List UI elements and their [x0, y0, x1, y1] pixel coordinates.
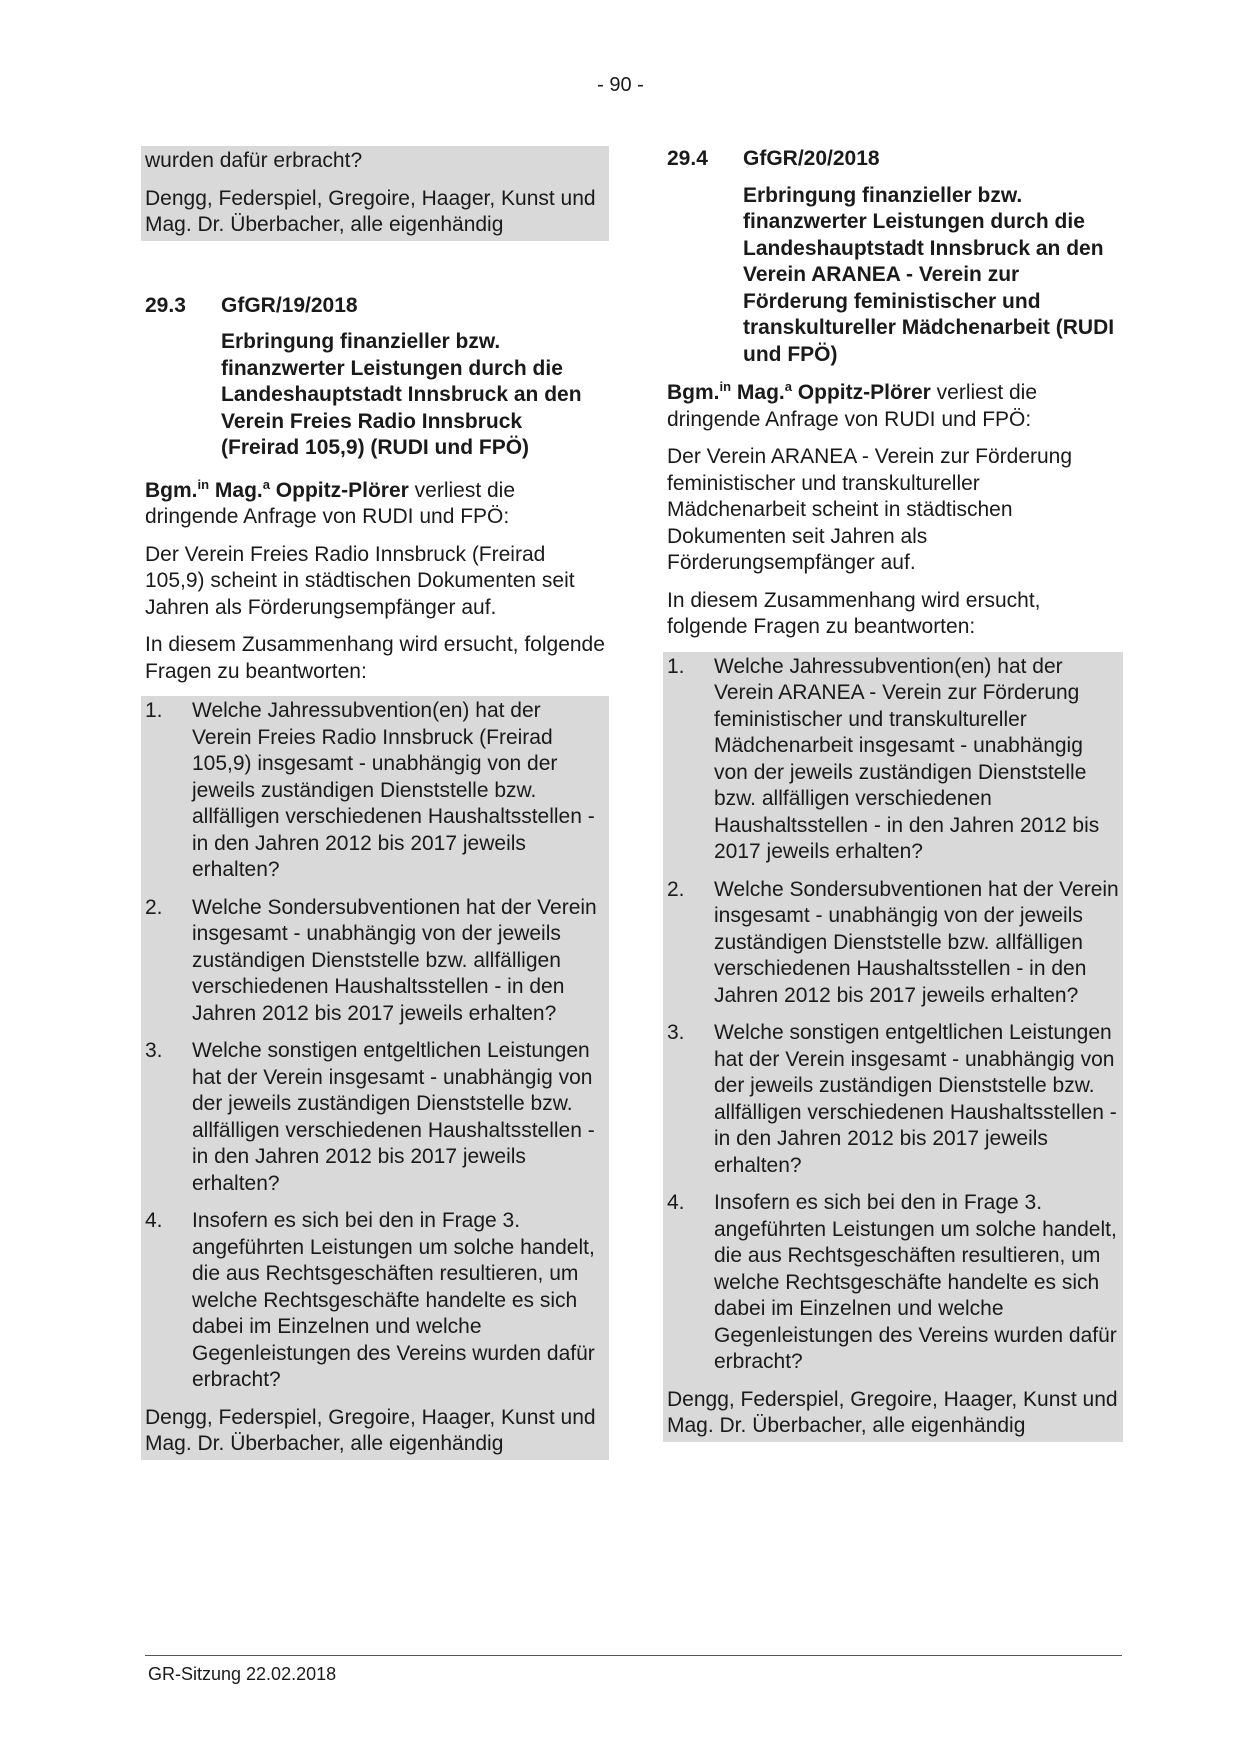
question-item [667, 654, 1119, 866]
section-code: GfGR/19/2018 [221, 293, 358, 317]
question-number: 1. [145, 699, 163, 722]
section-number: 29.4 [667, 147, 708, 170]
question-text: Welche sonstigen entgeltlichen Leistungen hat der Verein insgesamt - unabhängig von der jeweils zuständigen Dienststelle bzw. allfälligen verschiedenen Haushaltsstellen - in den Jahren 2012 bis 2017 jeweils erhalten? [192, 1039, 595, 1195]
intro-paragraph: Der Verein ARANEA - Verein zur Förderung feministischer und transkultureller Mädchenarbeit scheint in städtischen Dokumenten seit Jahren als Förderungsempfänger auf. [667, 445, 1073, 574]
section-title: Erbringung finanzieller bzw. finanzwerter Leistungen durch die Landeshauptstadt Innsbruck an den Verein Freies Radio Innsbruck (Freirad 105,9) (RUDI und FPÖ) [221, 330, 582, 459]
reader-superscript: a [784, 379, 792, 394]
carryover-signers: Dengg, Federspiel, Gregoire, Haager, Kunst und Mag. Dr. Überbacher, alle eigenhändig [145, 186, 596, 236]
request-paragraph: In diesem Zusammenhang wird ersucht, folgende Fragen zu beantworten: [145, 633, 605, 683]
question-text: Welche Sondersubventionen hat der Verein insgesamt - unabhängig von der jeweils zuständigen Dienststelle bzw. allfälligen verschiedenen Haushaltsstellen - in den Jahren 2012 bis 2017 jeweils erhalten? [714, 877, 1119, 1007]
question-text: Welche Jahressubvention(en) hat der Verein ARANEA - Verein zur Förderung feministischer und transkultureller Mädchenarbeit insgesamt - unabhängig von der jeweils zuständigen Dienststelle bzw. allfälligen verschiedenen Haushaltsstellen - in den Jahren 2012 bis 2017 jeweils erhalten? [714, 654, 1100, 863]
footer-divider [145, 1655, 1122, 1656]
right-column [667, 146, 1119, 1454]
reader-name: Oppitz-Plörer [791, 381, 931, 404]
reader-text: verliest die dringende Anfrage von RUDI und FPÖ: [667, 381, 1038, 431]
question-list [141, 696, 609, 1460]
section-number: 29.3 [145, 293, 186, 317]
question-text: Welche Sondersubventionen hat der Verein insgesamt - unabhängig von der jeweils zuständigen Dienststelle bzw. allfälligen verschiedenen Haushaltsstellen - in den Jahren 2012 bis 2017 jeweils erhalten? [192, 895, 597, 1025]
reader-name: Mag. [731, 381, 785, 404]
question-item [667, 877, 1119, 1010]
question-item [145, 1208, 605, 1394]
section-code: GfGR/20/2018 [743, 147, 880, 170]
question-number: 2. [145, 895, 163, 919]
question-item [145, 698, 605, 884]
question-number: 3. [145, 1039, 163, 1062]
carryover-block [141, 146, 609, 241]
question-item [667, 1020, 1119, 1179]
question-number: 4. [667, 1191, 685, 1214]
question-number: 4. [145, 1209, 163, 1232]
reader-name: Bgm. [667, 381, 720, 404]
signers: Dengg, Federspiel, Gregoire, Haager, Kunst und Mag. Dr. Überbacher, alle eigenhändig [667, 1387, 1118, 1437]
question-text: Welche Jahressubvention(en) hat der Verein Freies Radio Innsbruck (Freirad 105,9) insgesamt - unabhängig von der jeweils zuständigen Dienststelle bzw. allfälligen verschiedenen Haushaltsstellen - in den Jahren 2012 bis 2017 jeweils erhalten? [192, 699, 595, 881]
reader-paragraph [667, 380, 1119, 433]
question-number: 1. [667, 654, 685, 678]
left-column [145, 146, 605, 1472]
question-number: 3. [667, 1021, 685, 1044]
section-heading [667, 146, 1119, 173]
reader-superscript: a [262, 476, 270, 492]
signers: Dengg, Federspiel, Gregoire, Haager, Kunst und Mag. Dr. Überbacher, alle eigenhändig [145, 1405, 596, 1455]
section-title: Erbringung finanzieller bzw. finanzwerter Leistungen durch die Landeshauptstadt Innsbruck an den Verein ARANEA - Verein zur Förderung feministischer und transkultureller Mädchenarbeit (RUDI und FPÖ) [743, 183, 1115, 366]
reader-name: Mag. [209, 478, 263, 502]
question-item [145, 895, 605, 1028]
reader-text: verliest die dringende Anfrage von RUDI und FPÖ: [145, 478, 516, 528]
page-number: - 90 - [597, 74, 644, 96]
question-item [667, 1190, 1119, 1376]
carryover-text: wurden dafür erbracht? [145, 149, 363, 172]
request-paragraph: In diesem Zusammenhang wird ersucht, folgende Fragen zu beantworten: [667, 588, 1041, 638]
question-text: Insofern es sich bei den in Frage 3. angeführten Leistungen um solche handelt, die aus Rechtsgeschäften resultieren, um welche Rechtsgeschäfte handelte es sich dabei im Einzelnen und welche Gegenleistungen des Vereins wurden dafür erbracht? [714, 1191, 1117, 1373]
reader-paragraph [145, 478, 605, 531]
question-item [145, 1038, 605, 1197]
question-text: Welche sonstigen entgeltlichen Leistungen hat der Verein insgesamt - unabhängig von der jeweils zuständigen Dienststelle bzw. allfälligen verschiedenen Haushaltsstellen - in den Jahren 2012 bis 2017 jeweils erhalten? [714, 1021, 1117, 1177]
section-heading [145, 293, 605, 320]
reader-superscript: in [719, 379, 732, 394]
reader-superscript: in [197, 476, 210, 492]
question-number: 2. [667, 877, 685, 901]
reader-name: Bgm. [145, 478, 198, 502]
question-list [663, 652, 1123, 1442]
question-text: Insofern es sich bei den in Frage 3. angeführten Leistungen um solche handelt, die aus Rechtsgeschäften resultieren, um welche Rechtsgeschäfte handelte es sich dabei im Einzelnen und welche Gegenleistungen des Vereins wurden dafür erbracht? [192, 1209, 595, 1391]
intro-paragraph: Der Verein Freies Radio Innsbruck (Freirad 105,9) scheint in städtischen Dokumenten seit Jahren als Förderungsempfänger auf. [145, 542, 575, 619]
reader-name: Oppitz-Plörer [269, 478, 409, 502]
footer-text: GR-Sitzung 22.02.2018 [148, 1664, 337, 1684]
